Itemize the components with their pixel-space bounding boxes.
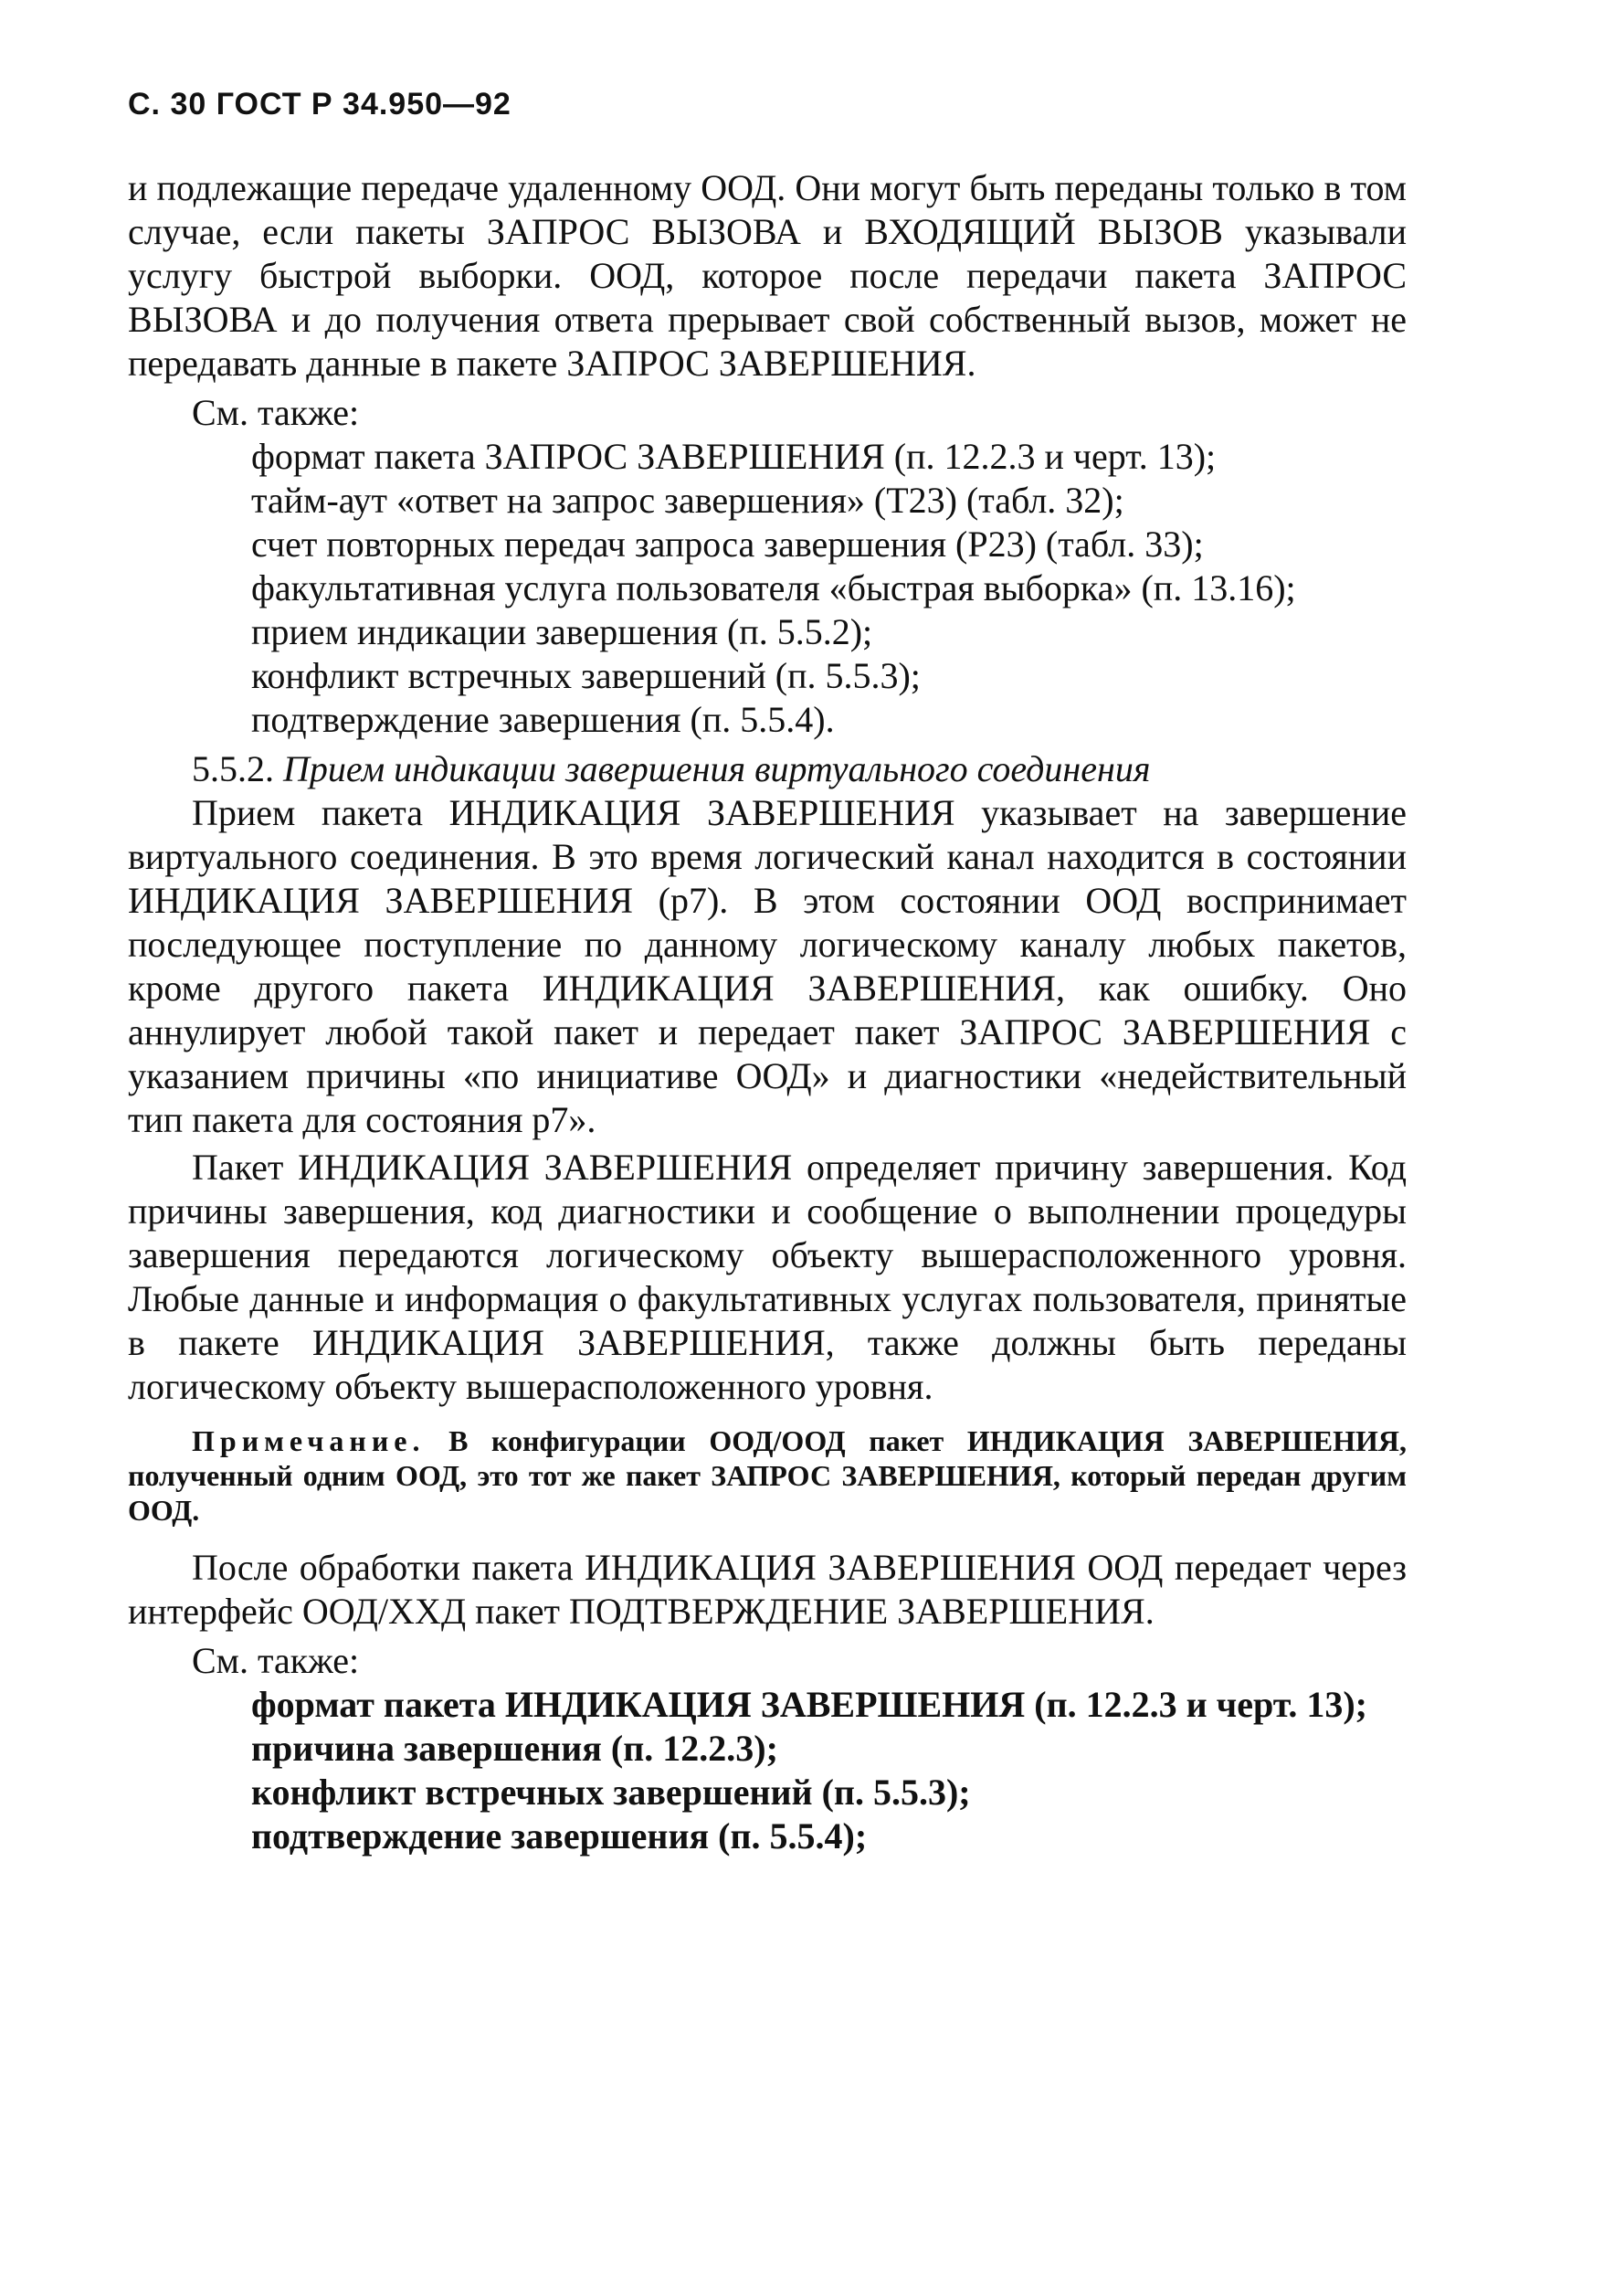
reference-item: факультативная услуга пользователя «быстрая выборка» (п. 13.16); bbox=[251, 567, 1296, 608]
document-page bbox=[128, 87, 1407, 1858]
note-text: В конфигурации ООД/ООД пакет ИНДИКАЦИЯ ЗАВЕРШЕНИЯ, полученный одним ООД, это тот же пакет ЗАПРОС ЗАВЕРШЕНИЯ, который передан другим ООД. bbox=[128, 1424, 1408, 1527]
reference-item: конфликт встречных завершений (п. 5.5.3); bbox=[251, 1772, 971, 1813]
section-title: Прием индикации завершения виртуального соединения bbox=[283, 748, 1151, 789]
section-heading bbox=[128, 747, 1407, 791]
reference-item: формат пакета ИНДИКАЦИЯ ЗАВЕРШЕНИЯ (п. 12.2.3 и черт. 13); bbox=[251, 1684, 1367, 1725]
page-header: С. 30 ГОСТ Р 34.950—92 bbox=[128, 87, 511, 122]
intro-paragraph: и подлежащие передаче удаленному ООД. Они могут быть переданы только в том случае, если пакеты ЗАПРОС ВЫЗОВА и ВХОДЯЩИЙ ВЫЗОВ указывали услугу быстрой выборки. ООД, которое после передачи пакета ЗАПРОС ВЫЗОВА и до получения ответа прерывает свой собственный вызов, может не передавать данные в пакете ЗАПРОС ЗАВЕРШЕНИЯ. bbox=[128, 167, 1407, 384]
body-paragraph: После обработки пакета ИНДИКАЦИЯ ЗАВЕРШЕНИЯ ООД передает через интерфейс ООД/ХХД пакет ПОДТВЕРЖДЕНИЕ ЗАВЕРШЕНИЯ. bbox=[128, 1547, 1407, 1632]
reference-item: прием индикации завершения (п. 5.5.2); bbox=[251, 611, 873, 652]
see-also-label: См. также: bbox=[192, 392, 360, 433]
see-also-label: См. также: bbox=[192, 1640, 360, 1681]
reference-item: счет повторных передач запроса завершения (Р23) (табл. 33); bbox=[251, 524, 1204, 565]
reference-item: конфликт встречных завершений (п. 5.5.3); bbox=[251, 655, 921, 696]
see-also-list bbox=[128, 435, 1407, 742]
reference-item: причина завершения (п. 12.2.3); bbox=[251, 1728, 778, 1769]
note bbox=[128, 1423, 1407, 1528]
reference-item: тайм-аут «ответ на запрос завершения» (Т23) (табл. 32); bbox=[251, 480, 1124, 521]
body-paragraph: Прием пакета ИНДИКАЦИЯ ЗАВЕРШЕНИЯ указывает на завершение виртуального соединения. В это время логический канал находится в состоянии ИНДИКАЦИЯ ЗАВЕРШЕНИЯ (р7). В этом состоянии ООД воспринимает последующее поступление по данному логическому каналу любых пакетов, кроме другого пакета ИНДИКАЦИЯ ЗАВЕРШЕНИЯ, как ошибку. Оно аннулирует любой такой пакет и передает пакет ЗАПРОС ЗАВЕРШЕНИЯ с указанием причины «по инициативе ООД» и диагностики «недействительный тип пакета для состояния р7». bbox=[128, 792, 1407, 1140]
reference-item: подтверждение завершения (п. 5.5.4). bbox=[251, 699, 835, 740]
body-paragraph: Пакет ИНДИКАЦИЯ ЗАВЕРШЕНИЯ определяет причину завершения. Код причины завершения, код диагностики и сообщение о выполнении процедуры завершения передаются логическому объекту вышерасположенного уровня. Любые данные и информация о факультативных услугах пользователя, принятые в пакете ИНДИКАЦИЯ ЗАВЕРШЕНИЯ, также должны быть переданы логическому объекту вышерасположенного уровня. bbox=[128, 1147, 1407, 1407]
note-label: Примечание. bbox=[192, 1424, 426, 1457]
reference-item: формат пакета ЗАПРОС ЗАВЕРШЕНИЯ (п. 12.2.3 и черт. 13); bbox=[251, 436, 1217, 477]
section-number: 5.5.2. bbox=[192, 748, 274, 789]
see-also-list bbox=[128, 1683, 1407, 1858]
reference-item: подтверждение завершения (п. 5.5.4); bbox=[251, 1815, 868, 1857]
